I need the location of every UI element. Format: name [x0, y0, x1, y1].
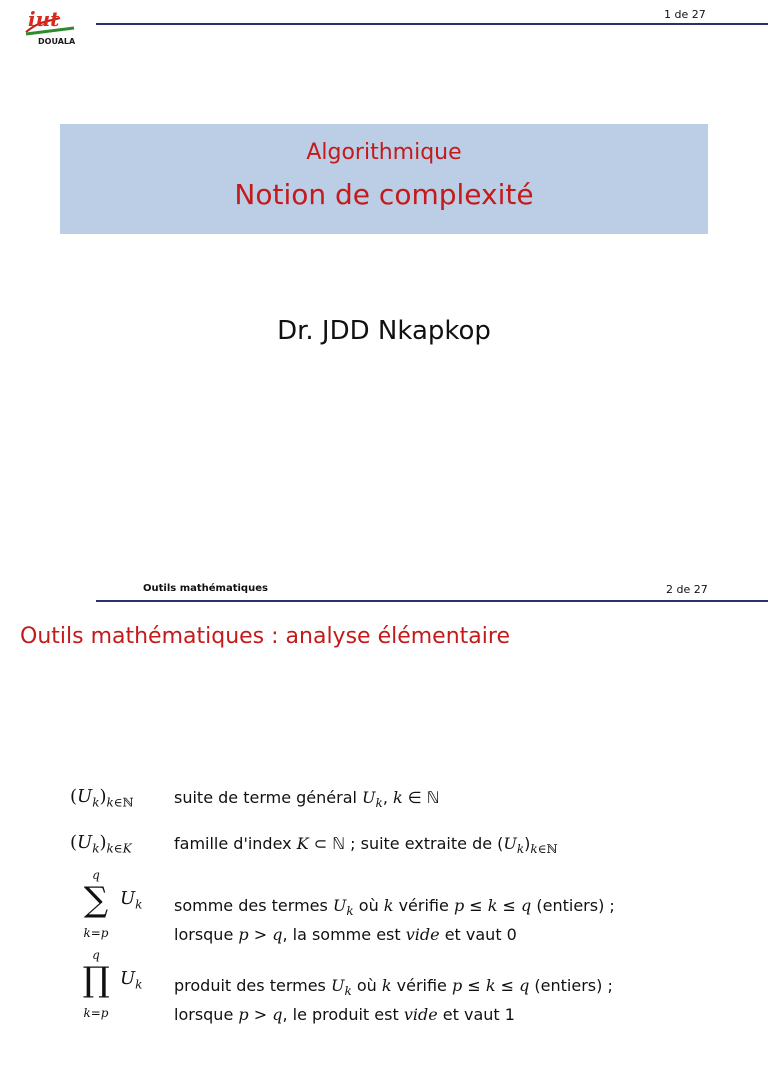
sequence-symbol: $(U_k)_{k\in ℕ}$ — [70, 786, 134, 810]
family-symbol: $(U_k)_{k\in K}$ — [70, 832, 132, 856]
definition-text: somme des termes $U_k$ où k vérifie p ≤ k ≤ q (entiers) ; lorsque p > q, la somme est vide et vaut 0 — [174, 896, 615, 945]
definition-text: produit des termes $U_k$ où k vérifie p ≤ k ≤ q (entiers) ; lorsque p > q, le produit est vide et vaut 1 — [174, 976, 613, 1025]
title-box — [60, 124, 708, 234]
slide-title — [0, 0, 768, 512]
slide-math-tools — [0, 572, 768, 1084]
presentation-subtitle: Algorithmique — [306, 140, 462, 165]
frame-title: Outils mathématiques : analyse élémentaire — [20, 624, 510, 649]
svg-text:iut: iut — [28, 7, 60, 31]
product-symbol: q ∏ $U_k$ k=p — [82, 948, 143, 1020]
page-number: 1 de 27 — [664, 8, 706, 21]
section-title: Outils mathématiques — [143, 583, 268, 594]
page-number: 2 de 27 — [666, 583, 708, 596]
sum-symbol: q ∑ $U_k$ k=p — [83, 868, 143, 940]
author-name: Dr. JDD Nkapkop — [277, 316, 491, 346]
svg-text:DOUALA: DOUALA — [38, 37, 76, 46]
iut-douala-logo — [22, 4, 82, 48]
presentation-title: Notion de complexité — [234, 178, 534, 211]
definition-text: suite de terme général $U_k$, k ∈ ℕ — [174, 788, 440, 811]
header-rule — [96, 23, 768, 25]
header-rule — [96, 600, 768, 602]
definition-text: famille d'index K ⊂ ℕ ; suite extraite de $(U_k)_{k\in ℕ}$ — [174, 834, 558, 857]
